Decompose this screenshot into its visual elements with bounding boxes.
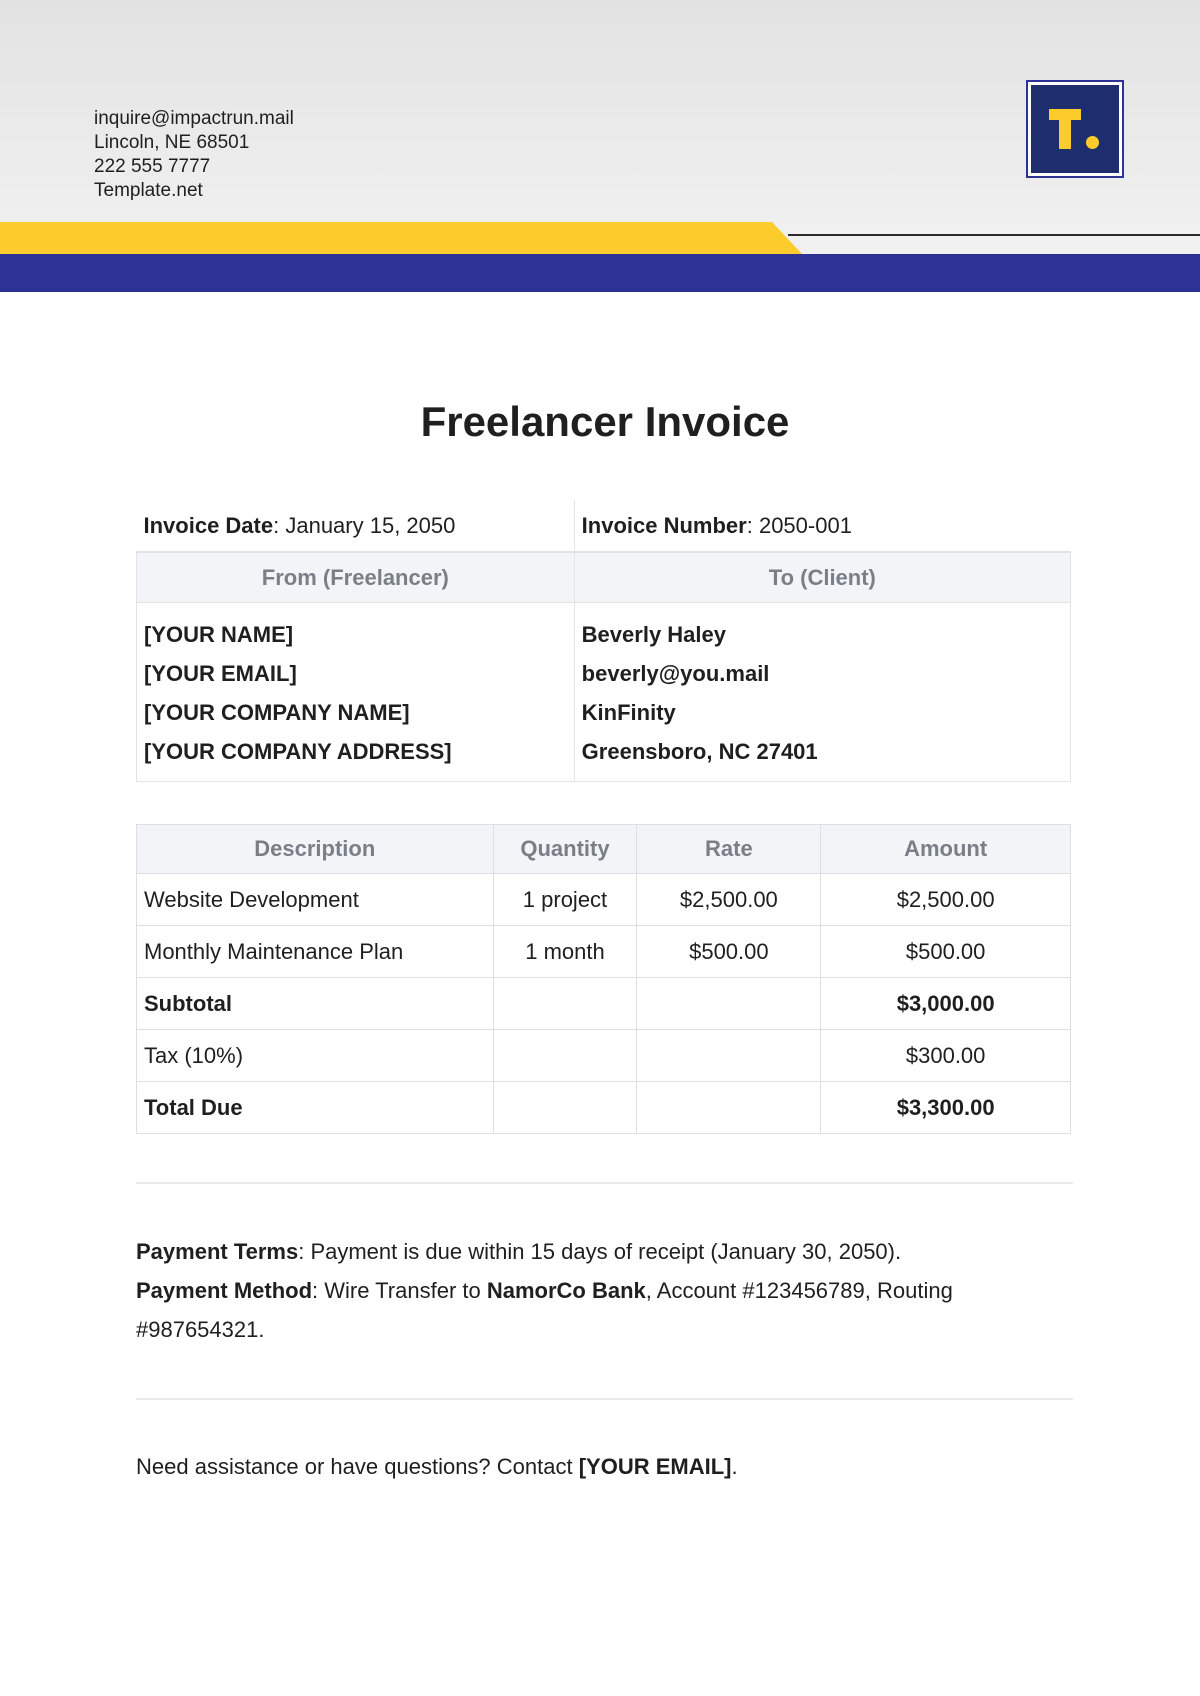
item-amount: $2,500.00 <box>821 874 1071 926</box>
to-address: Greensboro, NC 27401 <box>581 739 818 764</box>
yellow-stripe <box>0 222 802 254</box>
item-description: Website Development <box>137 874 494 926</box>
to-company: KinFinity <box>581 700 676 725</box>
help-contact: [YOUR EMAIL] <box>578 1454 732 1479</box>
payment-terms-section <box>136 1232 1036 1349</box>
item-rate: $2,500.00 <box>637 874 821 926</box>
col-header-amount: Amount <box>821 825 1071 874</box>
item-rate: $500.00 <box>637 926 821 978</box>
table-row <box>137 874 1071 926</box>
from-email: [YOUR EMAIL] <box>144 661 297 686</box>
col-header-description: Description <box>137 825 494 874</box>
item-quantity: 1 month <box>493 926 637 978</box>
item-description: Monthly Maintenance Plan <box>137 926 494 978</box>
to-header: To (Client) <box>574 552 1070 603</box>
from-details <box>137 603 575 782</box>
company-phone[interactable]: 222 555 7777 <box>94 156 211 177</box>
subtotal-value: $3,000.00 <box>821 978 1071 1030</box>
invoice-number-value: 2050-001 <box>758 512 852 538</box>
total-label: Total Due <box>137 1082 494 1134</box>
page-title: Freelancer Invoice <box>420 398 790 445</box>
total-row <box>137 1082 1071 1134</box>
from-company: [YOUR COMPANY NAME] <box>144 700 410 725</box>
help-note: Need assistance or have questions? Contact [YOUR EMAIL]. <box>136 1454 738 1479</box>
divider <box>136 1398 1073 1400</box>
from-header: From (Freelancer) <box>137 552 575 603</box>
blue-stripe <box>0 254 1200 292</box>
divider <box>136 1182 1073 1184</box>
from-name: [YOUR NAME] <box>144 622 294 647</box>
col-header-quantity: Quantity <box>493 825 637 874</box>
line-items-table <box>136 824 1071 1134</box>
subtotal-label: Subtotal <box>137 978 494 1030</box>
invoice-date-value: January 15, 2050 <box>285 512 456 538</box>
invoice-info-table <box>136 500 1071 782</box>
subtotal-row <box>137 978 1071 1030</box>
tax-value: $300.00 <box>821 1030 1071 1082</box>
company-logo <box>1026 80 1124 178</box>
page-header <box>0 0 1200 292</box>
tax-row <box>137 1030 1071 1082</box>
company-contact-block <box>94 107 294 203</box>
company-address: Lincoln, NE 68501 <box>94 132 250 153</box>
bank-name: NamorCo Bank <box>486 1278 646 1303</box>
item-amount: $500.00 <box>821 926 1071 978</box>
invoice-date-cell: Invoice Date: January 15, 2050 <box>137 500 575 552</box>
tax-label: Tax (10%) <box>137 1030 494 1082</box>
header-divider-line <box>788 234 1200 236</box>
item-quantity: 1 project <box>493 874 637 926</box>
from-address: [YOUR COMPANY ADDRESS] <box>144 739 452 764</box>
col-header-rate: Rate <box>637 825 821 874</box>
table-row <box>137 926 1071 978</box>
total-value: $3,300.00 <box>821 1082 1071 1134</box>
to-email[interactable]: beverly@you.mail <box>581 661 770 686</box>
to-name: Beverly Haley <box>581 622 726 647</box>
logo-t-icon <box>1031 85 1119 173</box>
company-website[interactable]: Template.net <box>94 180 203 201</box>
payment-method: Payment Method: Wire Transfer to NamorCo Bank, Account #123456789, Routing #987654321. <box>136 1278 953 1342</box>
payment-terms: Payment Terms: Payment is due within 15 days of receipt (January 30, 2050). <box>136 1239 902 1264</box>
company-email[interactable]: inquire@impactrun.mail <box>94 108 294 129</box>
invoice-number-cell: Invoice Number: 2050-001 <box>574 500 1070 552</box>
to-details <box>574 603 1070 782</box>
